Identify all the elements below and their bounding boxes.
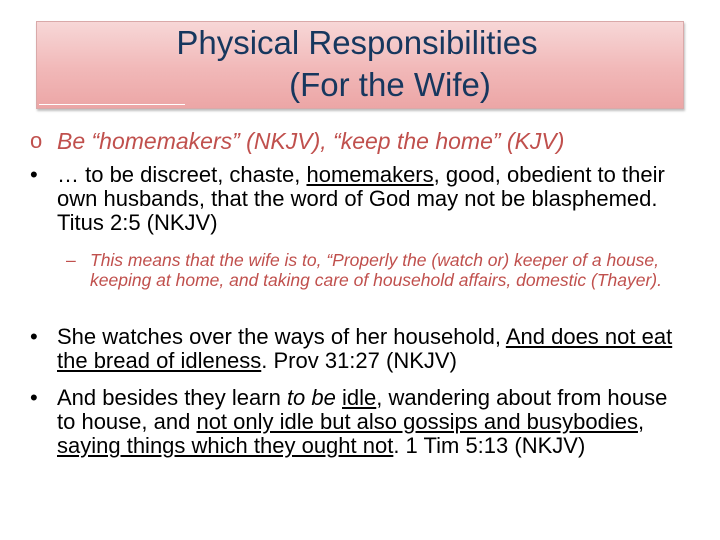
bullet-titus — [30, 163, 690, 235]
bullet-icon: • — [30, 324, 38, 349]
bullet-proverbs — [30, 325, 690, 373]
slide-title — [36, 22, 684, 106]
underlined-segment: And does not eat the bread of idleness — [57, 324, 673, 373]
title-line-2: (For the Wife) — [289, 66, 491, 103]
text-segment: , wandering about from house to house, and — [57, 385, 668, 434]
point-text: Be “homemakers” (NKJV), “keep the home” (KJV) — [57, 128, 565, 154]
bullet-icon: • — [30, 162, 38, 187]
bullet-text — [57, 325, 690, 373]
text-segment: , — [637, 409, 645, 434]
dash-bullet-icon: – — [66, 250, 76, 270]
circle-bullet-icon: o — [30, 128, 43, 153]
italic-segment: to be — [286, 385, 336, 410]
title-line-1: Physical Responsibilities — [176, 24, 538, 61]
text-segment: And besides they learn — [57, 385, 287, 410]
underlined-segment: not only idle but also gossips and busybodies — [196, 409, 638, 434]
underlined-segment: idle — [342, 385, 377, 410]
text-segment: … to be discreet, chaste, — [57, 162, 307, 187]
underlined-segment: homemakers — [306, 162, 434, 187]
bullet-text — [57, 386, 690, 458]
underlined-segment: saying things which they ought not — [57, 433, 394, 458]
bullet-timothy — [30, 386, 690, 458]
bullet-text — [57, 163, 690, 235]
text-segment: . 1 Tim 5:13 (NKJV) — [393, 433, 586, 458]
text-segment: She watches over the ways of her household, — [57, 324, 506, 349]
text-segment: , good, obedient to their own husbands, that the word of God may not be blasphemed. Titus 2:5 (NKJV) — [57, 162, 665, 235]
text-segment: . Prov 31:27 (NKJV) — [261, 348, 457, 373]
sub-bullet-text: This means that the wife is to, “Properly the (watch or) keeper of a house, keeping at home, and taking care of household affairs, domestic (Thayer). — [90, 250, 662, 290]
sub-bullet-thayer — [66, 250, 696, 290]
bullet-icon: • — [30, 385, 38, 410]
